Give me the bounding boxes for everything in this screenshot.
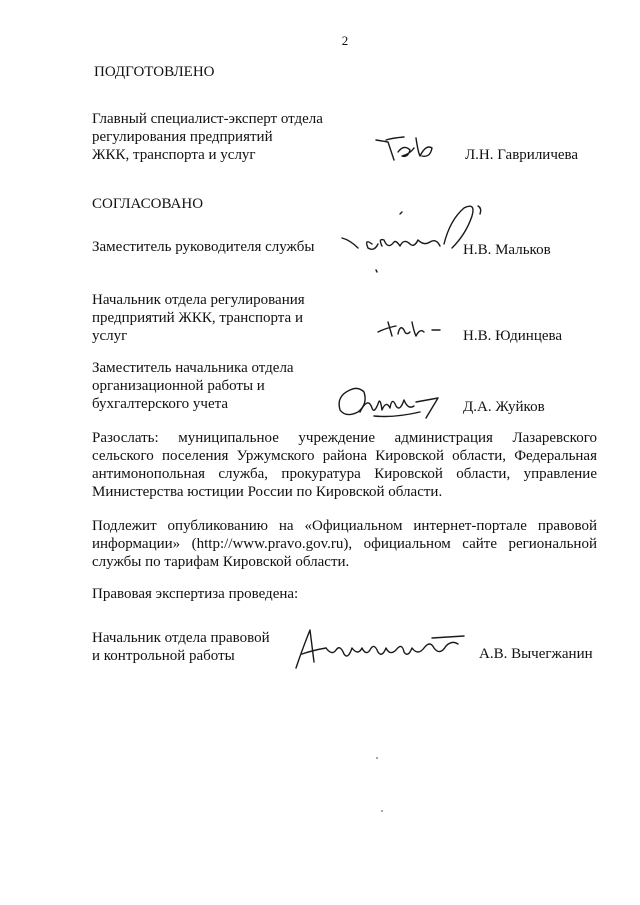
prepared-position <box>92 110 323 164</box>
prepared-name: Л.Н. Гавриличева <box>465 147 579 163</box>
legal-review-statement: Правовая экспертиза проведена: <box>92 586 299 602</box>
approver-position <box>92 238 314 256</box>
position-line: ЖКК, транспорта и услуг <box>92 147 256 163</box>
position-line: организационной работы и <box>92 378 265 394</box>
approver-name: Н.В. Мальков <box>463 242 551 258</box>
approved-heading: СОГЛАСОВАНО <box>92 196 204 212</box>
approver-position <box>92 359 294 413</box>
position-line: регулирования предприятий <box>92 129 273 145</box>
page-number: 2 <box>341 33 349 48</box>
signature-malkov <box>340 200 490 275</box>
position-line: Заместитель начальника отдела <box>92 360 294 376</box>
position-line: предприятий ЖКК, транспорта и <box>92 310 303 326</box>
prepared-heading: ПОДГОТОВЛЕНО <box>94 64 215 80</box>
signature-zhuykov <box>334 382 444 422</box>
position-line: Главный специалист-эксперт отдела <box>92 111 323 127</box>
signature-gavrilicheva <box>374 134 444 164</box>
publication-paragraph: Подлежит опубликованию на «Официальном интернет-портале правовой информации» (http://www.pravo.gov.ru), официальном сайте региональной службы по тарифам Кировской области. <box>92 518 597 570</box>
approver-name: Д.А. Жуйков <box>463 399 545 415</box>
signature-yudintseva <box>376 314 446 344</box>
scan-dot <box>381 810 383 812</box>
position-line: Начальник отдела регулирования <box>92 292 305 308</box>
legal-review-name: А.В. Вычегжанин <box>479 646 593 662</box>
approver-position <box>92 291 305 345</box>
signature-vychegzhanin <box>292 626 472 672</box>
position-line: Начальник отдела правовой <box>92 630 270 646</box>
scan-dot <box>376 757 378 759</box>
approver-name: Н.В. Юдинцева <box>463 328 563 344</box>
position-line: Заместитель руководителя службы <box>92 239 315 255</box>
legal-review-position <box>92 629 270 665</box>
position-line: и контрольной работы <box>92 648 235 664</box>
position-line: бухгалтерского учета <box>92 396 229 412</box>
distribution-paragraph: Разослать: муниципальное учреждение администрация Лазаревского сельского поселения Уржумского района Кировской области, Федеральная антимонопольная служба, прокуратура Кировской области, управление Министерства юстиции России по Кировской области. <box>92 430 597 500</box>
position-line: услуг <box>92 328 128 344</box>
